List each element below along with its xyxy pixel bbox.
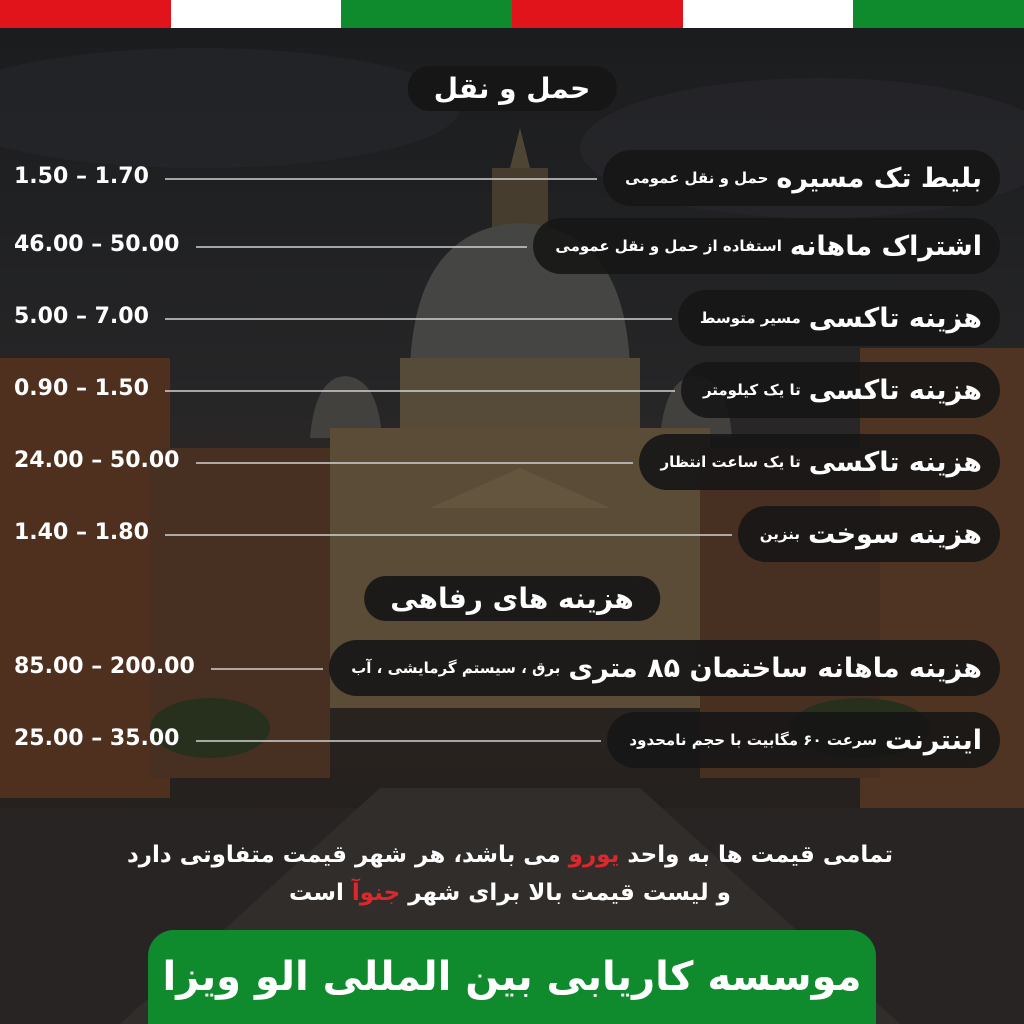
cost-label-pill <box>681 362 1000 418</box>
note-city: جنوآ <box>351 880 401 906</box>
price-range: 24.00 – 50.00 <box>14 448 180 473</box>
note-part3: است <box>289 880 352 906</box>
cost-item-detail: حمل و نقل عمومی <box>625 169 769 187</box>
cost-item-detail: بنزین <box>759 525 801 543</box>
connector-line <box>165 178 597 180</box>
cost-item-title: هزینه تاکسی <box>808 302 982 334</box>
note-part1: تمامی قیمت ها به واحد <box>619 842 894 868</box>
cost-item-title: هزینه ماهانه ساختمان ۸۵ متری <box>568 652 982 684</box>
cost-item-title: هزینه تاکسی <box>808 446 982 478</box>
cost-label-pill <box>678 290 1000 346</box>
cost-label-pill <box>607 712 1000 768</box>
footer-text: موسسه کاریابی بین المللی الو ویزا <box>162 954 862 1000</box>
price-range: 0.90 – 1.50 <box>14 376 149 401</box>
price-range: 1.50 – 1.70 <box>14 164 149 189</box>
price-range: 25.00 – 35.00 <box>14 726 180 751</box>
section-title-welfare: هزینه های رفاهی <box>364 576 660 621</box>
cost-item-title: هزینه تاکسی <box>808 374 982 406</box>
cost-item-title: هزینه سوخت <box>808 518 982 550</box>
cost-label-pill <box>533 218 1000 274</box>
cost-label-pill <box>603 150 1000 206</box>
price-range: 5.00 – 7.00 <box>14 304 149 329</box>
connector-line <box>196 462 633 464</box>
cost-item-detail: تا یک ساعت انتظار <box>660 453 801 471</box>
price-note <box>120 836 900 912</box>
note-currency: یورو <box>568 842 620 868</box>
section-title-transport: حمل و نقل <box>408 66 617 111</box>
flag-stripe <box>0 0 1024 28</box>
connector-line <box>211 668 323 670</box>
footer-banner <box>148 930 876 1024</box>
connector-line <box>165 390 675 392</box>
connector-line <box>196 740 601 742</box>
price-range: 85.00 – 200.00 <box>14 654 195 679</box>
cost-label-pill <box>639 434 1000 490</box>
cost-label-pill <box>738 506 1000 562</box>
cost-item-detail: تا یک کیلومتر <box>702 381 801 399</box>
cost-item-detail: سرعت ۶۰ مگابیت با حجم نامحدود <box>629 731 878 749</box>
connector-line <box>196 246 527 248</box>
price-range: 1.40 – 1.80 <box>14 520 149 545</box>
cost-item-detail: مسیر متوسط <box>699 309 801 327</box>
price-range: 46.00 – 50.00 <box>14 232 180 257</box>
cost-item-title: اینترنت <box>885 724 982 756</box>
cost-item-title: اشتراک ماهانه <box>789 230 982 262</box>
connector-line <box>165 318 672 320</box>
cost-item-title: بلیط تک مسیره <box>776 162 982 194</box>
cost-item-detail: استفاده از حمل و نقل عمومی <box>555 237 782 255</box>
cost-label-pill <box>329 640 1000 696</box>
connector-line <box>165 534 732 536</box>
cost-item-detail: برق ، سیستم گرمایشی ، آب <box>351 659 561 677</box>
note-part2: می باشد، هر شهر قیمت متفاوتی دارد و لیست قیمت بالا برای شهر <box>126 842 731 906</box>
